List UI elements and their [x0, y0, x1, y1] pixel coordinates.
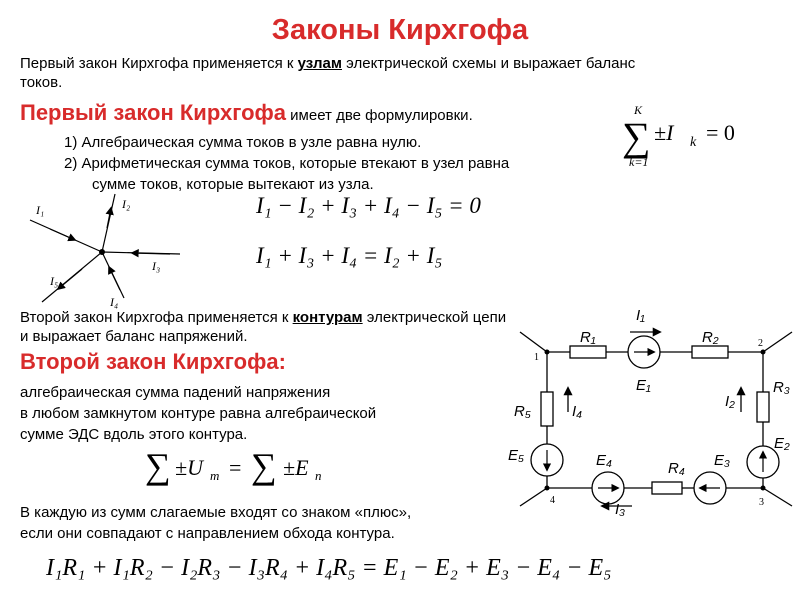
eq3-rhs: ±E: [283, 455, 309, 480]
label-e3: E₃: [714, 452, 730, 469]
second-law-intro-pre: Второй закон Кирхгофа применяется к: [20, 309, 293, 326]
label-i4: I₄: [110, 295, 119, 309]
sum-rhs: = 0: [706, 120, 735, 145]
resistor-r4: [652, 482, 682, 494]
note-line-2: если они совпадают с направлением обхода контура.: [20, 525, 395, 542]
page-title: Законы Кирхгофа: [271, 14, 529, 46]
label-i2-circuit: I₂: [725, 393, 735, 410]
eq3-equals: =: [229, 455, 242, 480]
resistor-r3: [757, 392, 769, 422]
label-r5: R₅: [514, 403, 531, 420]
sum-upper-limit: K: [634, 103, 643, 117]
sum-lower-limit: k=1: [629, 155, 649, 169]
sum-formula: [620, 100, 770, 172]
label-e5: E₅: [508, 447, 525, 464]
second-law-line-1: алгебраическая сумма падений напряжения: [20, 384, 331, 401]
eq3-lhs-subscript: m: [210, 468, 220, 483]
equation-1: I₁ − I₂ + I₃ + I₄ − I₅ = 0: [256, 193, 481, 218]
eq3-lhs: ±U: [175, 455, 203, 480]
note-line-1: В каждую из сумм слагаемые входят со знаком «плюс»,: [20, 504, 412, 521]
first-law-item-1: 1) Алгебраическая сумма токов в узле равна нулю.: [64, 134, 422, 151]
node-3-label: 3: [759, 497, 764, 508]
first-law-heading: Первый закон Кирхгофа: [20, 100, 287, 125]
resistor-r5: [541, 392, 553, 426]
label-r2: R₂: [702, 329, 719, 346]
first-law-item-2a: 2) Арифметическая сумма токов, которые втекают в узел равна: [64, 155, 510, 172]
eq3-rhs-subscript: n: [315, 468, 322, 483]
node-2-dot: [761, 350, 766, 355]
second-law-line-2: в любом замкнутом контуре равна алгебраической: [20, 405, 377, 422]
equation-3: [145, 442, 355, 488]
second-law-heading: Второй закон Кирхгофа:: [20, 349, 286, 374]
label-r1: R₁: [580, 329, 596, 346]
node-diagram: [20, 190, 190, 310]
first-law-heading-tail: имеет две формулировки.: [286, 107, 473, 124]
label-i5: I₅: [50, 274, 59, 288]
label-i3: I₃: [152, 259, 161, 273]
sigma-right: ∑: [251, 446, 277, 486]
node-1-label: 1: [534, 352, 539, 363]
arrow-i4: [109, 267, 120, 290]
arrow-i1: [50, 229, 75, 240]
circuit-diagram: [500, 300, 800, 525]
first-law-intro-pre: Первый закон Кирхгофа применяется к: [20, 55, 298, 72]
label-e2: E₂: [774, 435, 790, 452]
branch-node-3: [763, 488, 792, 506]
node-1-dot: [545, 350, 550, 355]
sum-body-subscript: k: [690, 135, 697, 150]
equation-4: I₁R₁ + I₁R₂ − I₂R₃ − I₃R₄ + I₄R₅ = E₁ − E₂ + E₃ − E₄ − E₅: [46, 555, 612, 581]
resistor-r1: [570, 346, 606, 358]
arrow-i2: [107, 208, 111, 228]
second-law-line-3: сумме ЭДС вдоль этого контура.: [20, 426, 248, 443]
equation-2: I₁ + I₃ + I₄ = I₂ + I₅: [256, 243, 443, 268]
label-e1: E₁: [636, 377, 651, 394]
sigma-left: ∑: [145, 446, 171, 486]
node-4-dot: [545, 486, 550, 491]
node-3-dot: [761, 486, 766, 491]
label-i4-circuit: I₄: [572, 403, 583, 420]
resistor-r2: [692, 346, 728, 358]
label-r3: R₃: [773, 379, 790, 396]
label-i2: I₂: [122, 197, 131, 211]
sigma-symbol: ∑: [622, 114, 651, 159]
first-law-intro: [20, 54, 760, 92]
branch-node-4: [520, 488, 547, 506]
first-law-item-2b: сумме токов, которые вытекают из узла.: [92, 176, 374, 193]
first-law-intro-post: электрической схемы и выражает баланс: [341, 55, 636, 72]
node-2-label: 2: [758, 338, 763, 349]
label-i3-circuit: I₃: [615, 501, 626, 518]
first-law-intro-bold: узлам: [297, 55, 342, 72]
second-law-intro-bold: контурам: [292, 309, 363, 326]
label-i1: I₁: [36, 203, 45, 217]
label-i1-circuit: I₁: [636, 307, 645, 324]
first-law-heading-row: [20, 100, 473, 126]
label-r4: R₄: [668, 460, 685, 477]
first-law-intro-line2: токов.: [20, 74, 63, 91]
second-law-intro-post: электрической цепи: [362, 309, 507, 326]
node-4-label: 4: [550, 495, 555, 506]
label-e4: E₄: [596, 452, 613, 469]
branch-node-1: [520, 332, 547, 352]
second-law-intro-line2: и выражает баланс напряжений.: [20, 328, 248, 345]
arrow-i5: [58, 269, 82, 289]
sum-body: ±I: [654, 120, 674, 145]
branch-node-2: [763, 332, 792, 352]
